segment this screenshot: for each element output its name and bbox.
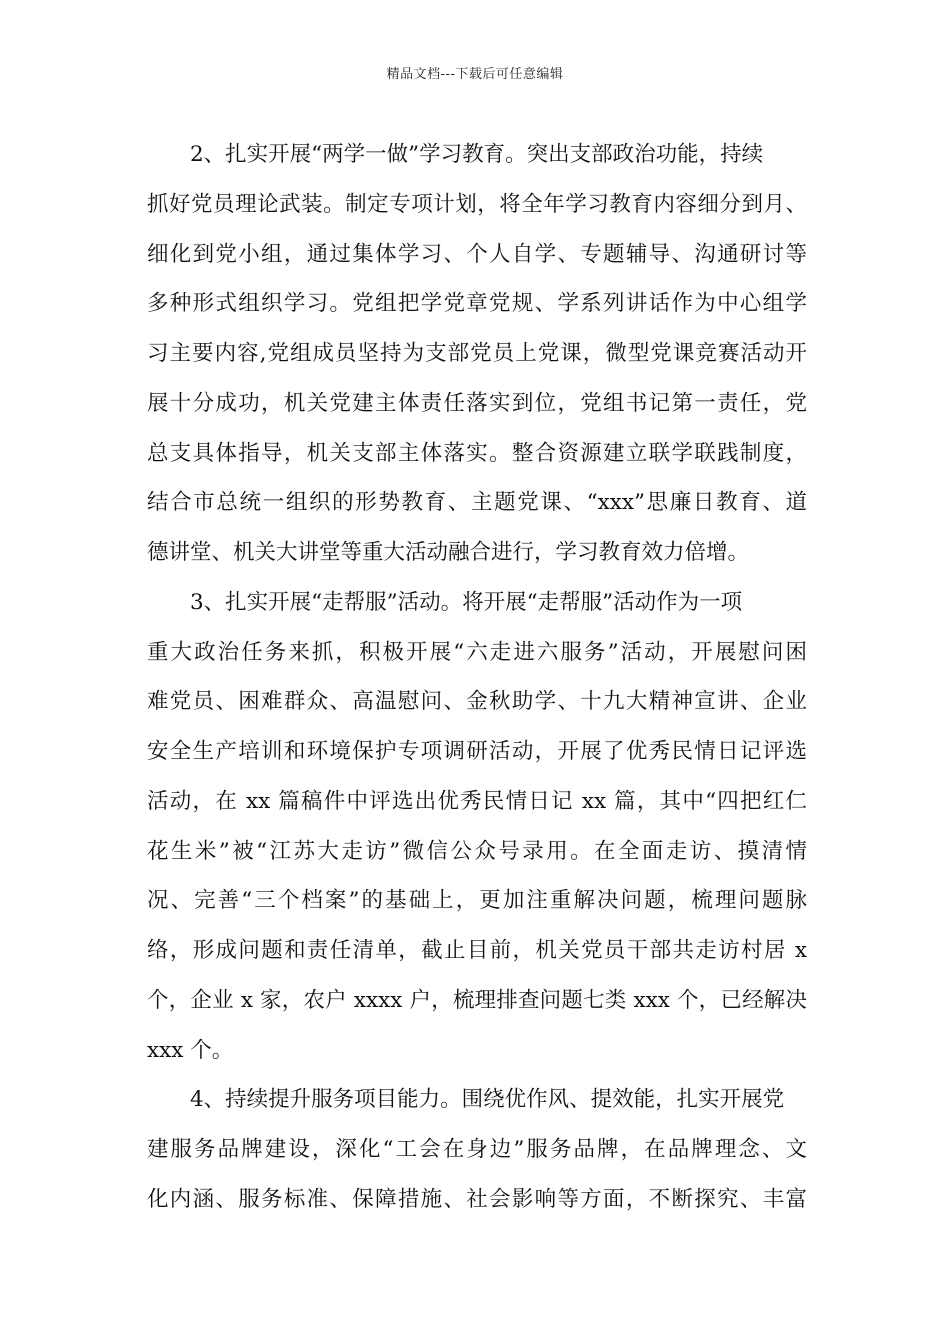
text-line: xxx 个。 [147,1037,234,1063]
text-line: 化内涵、服务标准、保障措施、社会影响等方面，不断探究、丰富 [147,1186,807,1212]
document-body [147,130,807,1225]
text-line: 抓好党员理论武装。制定专项计划，将全年学习教育内容细分到月、 [147,191,807,217]
text-line: 习主要内容,党组成员坚持为支部党员上党课，微型党课竞赛活动开 [147,341,807,366]
text-line: 多种形式组织学习。党组把学党章党规、学系列讲话作为中心组学 [147,291,807,317]
text-line: 2、扎实开展“两学一做”学习教育。突出支部政治功能，持续 [190,142,764,167]
text-line: 3、扎实开展“走帮服”活动。将开展“走帮服”活动作为一项 [190,589,743,615]
text-line: 德讲堂、机关大讲堂等重大活动融合进行，学习教育效力倍增。 [147,540,750,565]
text-line: 活动，在 xx 篇稿件中评选出优秀民情日记 xx 篇，其中“四把红仁 [147,788,807,814]
text-line: 安全生产培训和环境保护专项调研活动，开展了优秀民情日记评选 [147,739,807,764]
text-line: 4、持续提升服务项目能力。围绕优作风、提效能，扎实开展党 [190,1087,785,1113]
text-line: 总支具体指导，机关支部主体落实。整合资源建立联学联践制度， [147,440,807,466]
text-line: 结合市总统一组织的形势教育、主题党课、“xxx”思廉日教育、道 [147,490,807,516]
text-line: 花生米”被“江苏大走访”微信公众号录用。在全面走访、摸清情 [147,838,807,864]
text-line: 重大政治任务来抓，积极开展“六走进六服务”活动，开展慰问困 [147,639,807,665]
text-line: 细化到党小组，通过集体学习、个人自学、专题辅导、沟通研讨等 [147,241,807,267]
text-line: 展十分成功，机关党建主体责任落实到位，党组书记第一责任，党 [147,390,807,416]
text-line: 络，形成问题和责任清单，截止目前，机关党员干部共走访村居 x [147,938,807,963]
text-line: 个，企业 x 家，农户 xxxx 户，梳理排查问题七类 xxx 个，已经解决 [147,987,807,1013]
text-line: 况、完善“三个档案”的基础上，更加注重解决问题，梳理问题脉 [147,888,807,914]
page-header: 精品文档---下载后可任意编辑 [386,67,564,82]
text-line: 建服务品牌建设，深化“工会在身边”服务品牌，在品牌理念、文 [147,1137,807,1162]
text-line: 难党员、困难群众、高温慰问、金秋助学、十九大精神宣讲、企业 [147,689,807,715]
